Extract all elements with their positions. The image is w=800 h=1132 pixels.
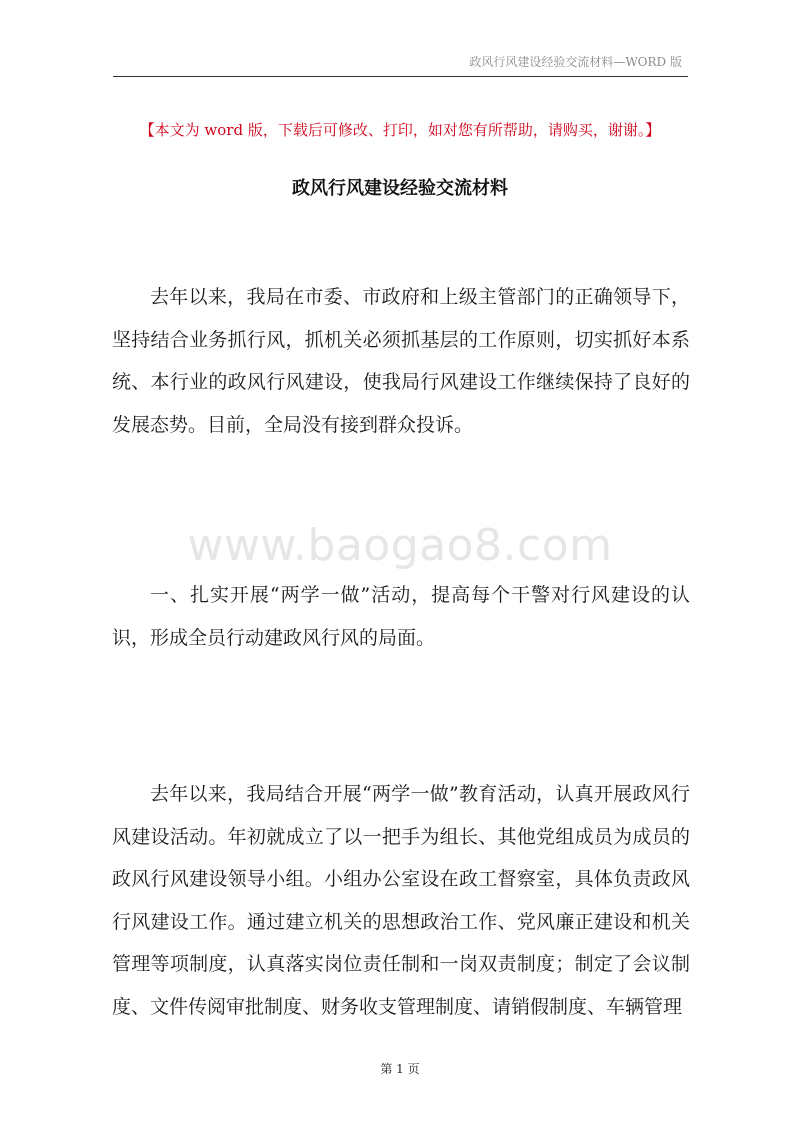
header-divider: [113, 76, 688, 77]
download-notice: 【本文为 word 版，下载后可修改、打印，如对您有所帮助，请购买，谢谢。】: [139, 121, 661, 139]
document-title: 政风行风建设经验交流材料: [292, 178, 508, 199]
body-paragraph-section-one: 一、扎实开展“两学一做”活动，提高每个干警对行风建设的认识，形成全员行动建政风行风的局面。: [112, 584, 690, 649]
running-header: 政风行风建设经验交流材料—WORD 版: [469, 55, 682, 69]
page-number: 第 1 页: [380, 1062, 420, 1076]
body-paragraph-details: 去年以来，我局结合开展“两学一做”教育活动，认真开展政风行风建设活动。年初就成立了以一把手为组长、其他党组成员为成员的政风行风建设领导小组。小组办公室设在政工督察室，具体负责政风行风建设工作。通过建立机关的思想政治工作、党风廉正建设和机关管理等项制度，认真落实岗位责任制和一岗双责制度；制定了会议制度、文件传阅审批制度、财务收支管理制度、请销假制度、车辆管理: [112, 783, 690, 1018]
watermark: www.baogao8.com: [187, 520, 613, 571]
body-paragraph-intro: 去年以来，我局在市委、市政府和上级主管部门的正确领导下，坚持结合业务抓行风，抓机关必须抓基层的工作原则，切实抓好本系统、本行业的政风行风建设，使我局行风建设工作继续保持了良好的发展态势。目前，全局没有接到群众投诉。: [112, 286, 690, 436]
